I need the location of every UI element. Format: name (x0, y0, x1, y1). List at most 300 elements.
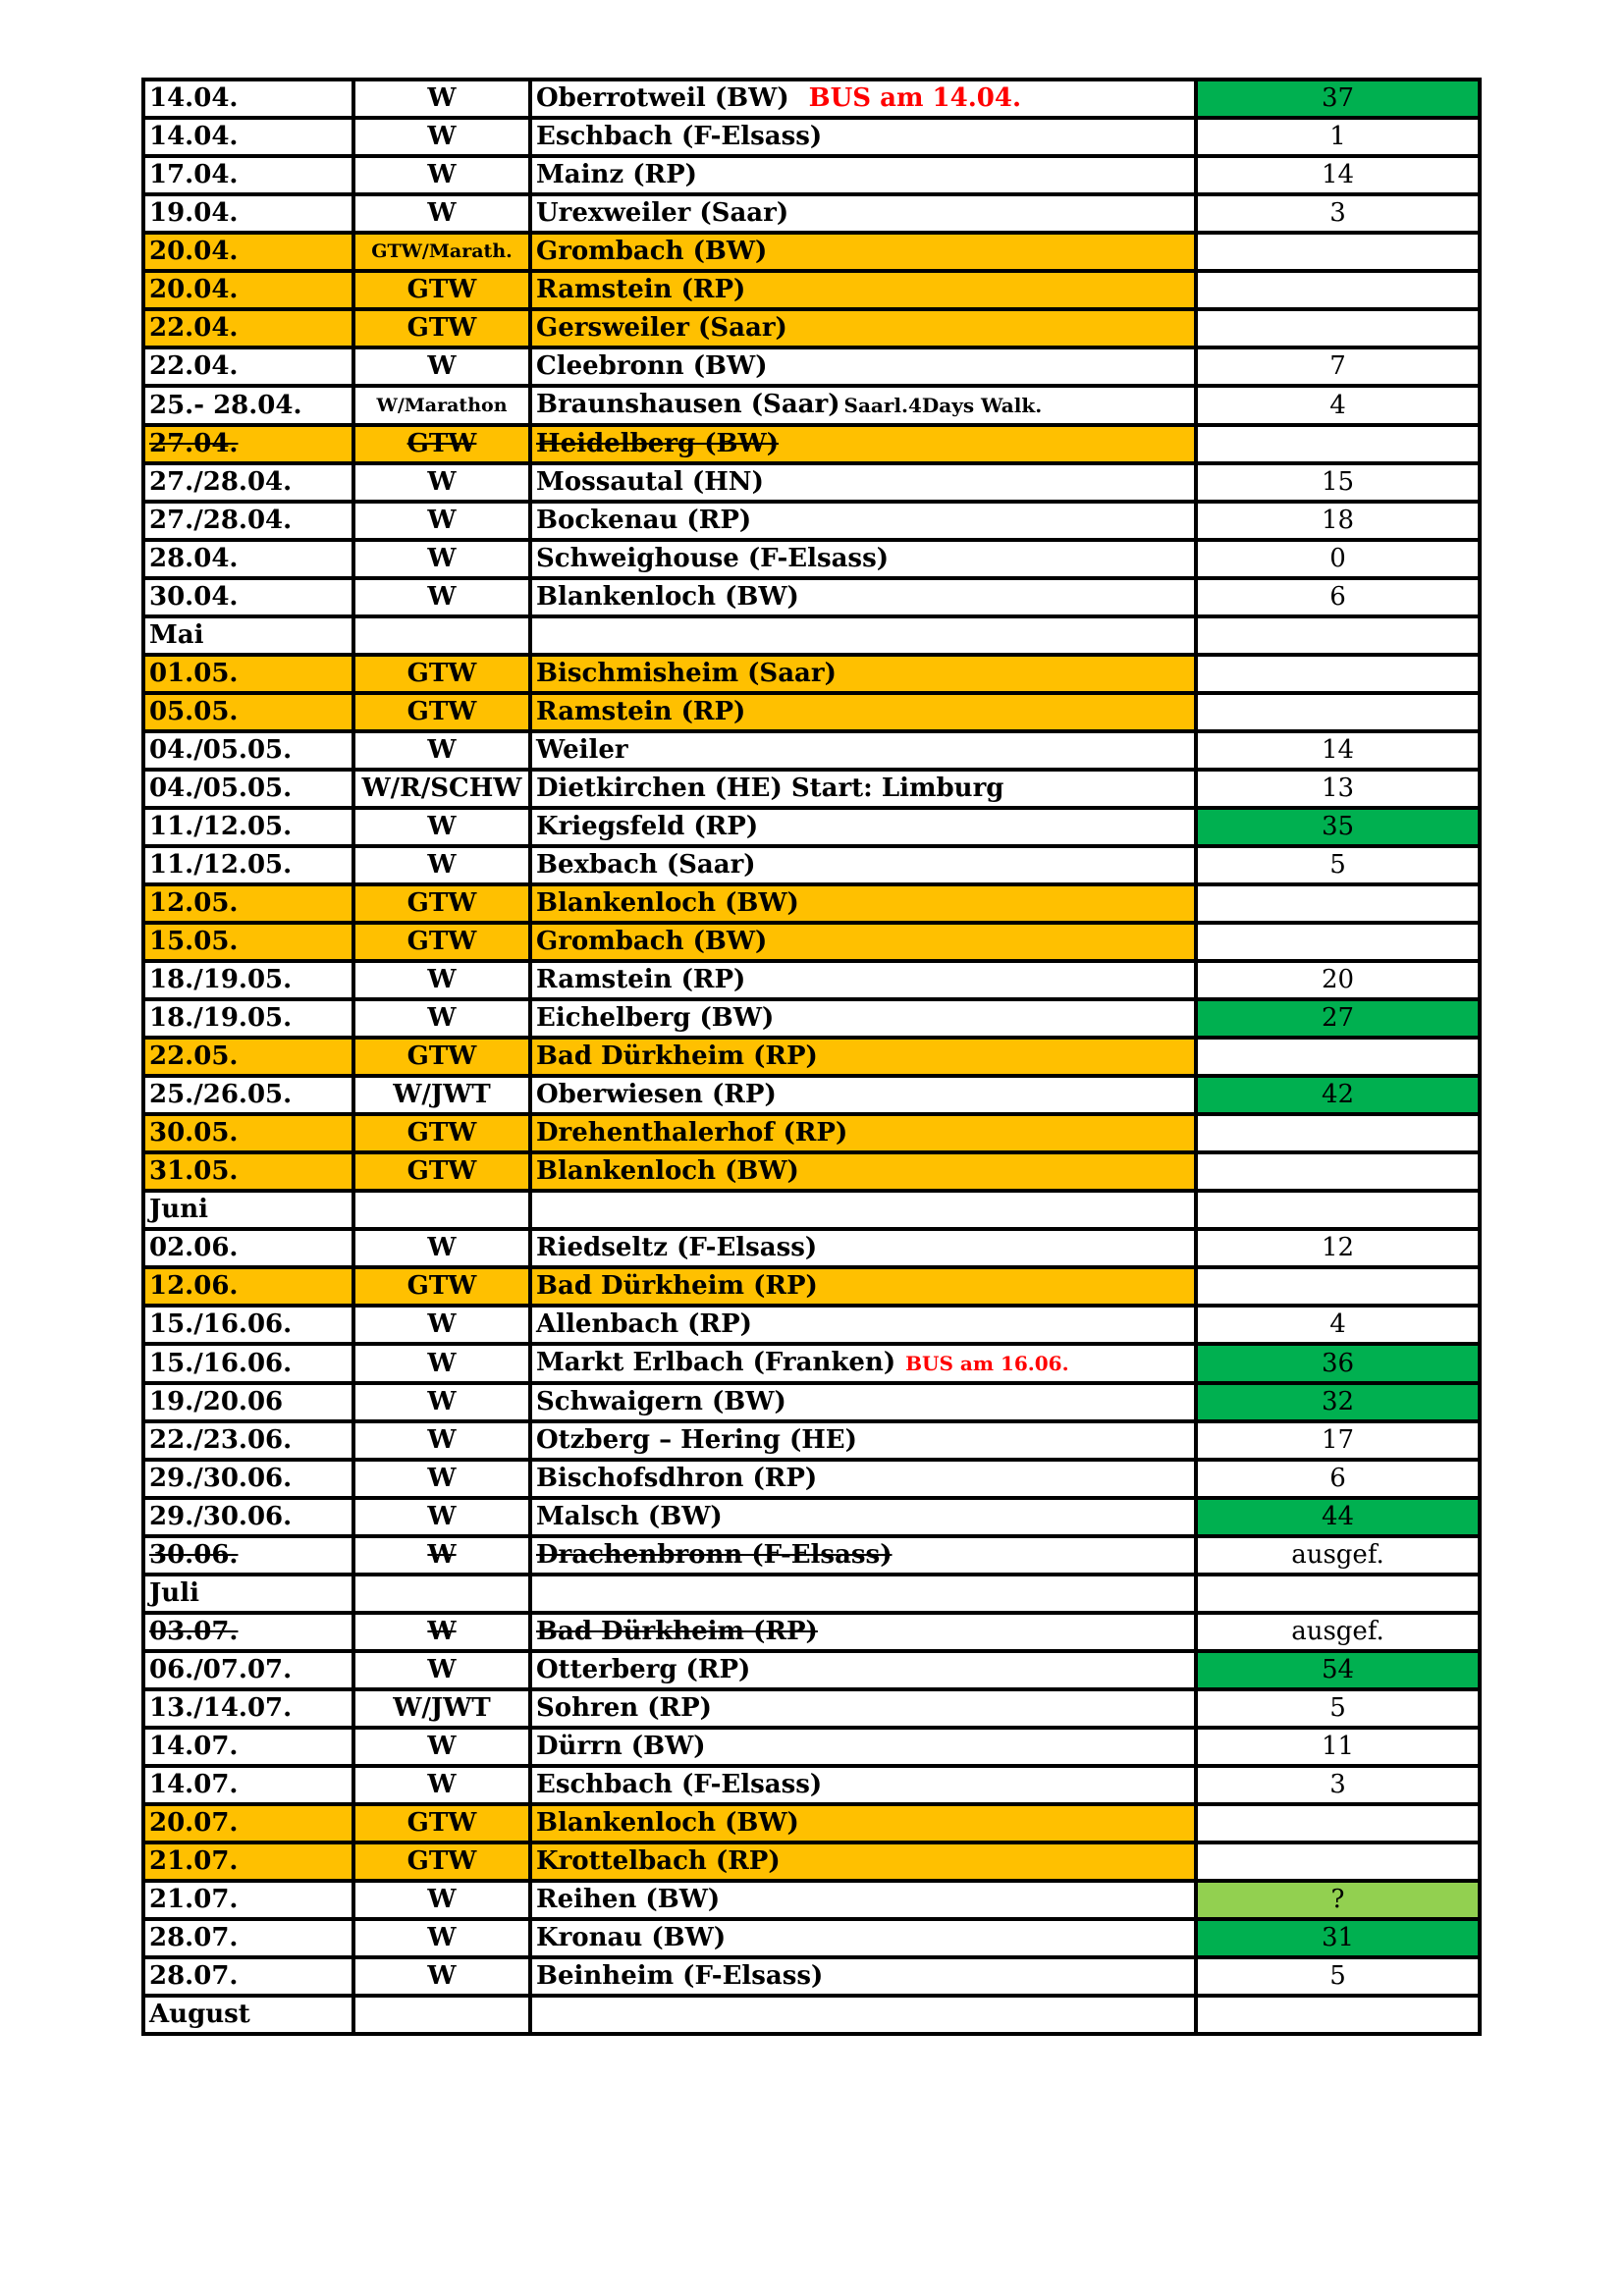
place-cell (530, 999, 1196, 1038)
date-cell: 05.05. (143, 693, 353, 731)
date-cell: August (143, 1996, 353, 2034)
place-name: Eichelberg (BW) (536, 1003, 775, 1033)
count-cell: 3 (1196, 194, 1480, 233)
count-cell: 4 (1196, 386, 1480, 425)
place-name: Kriegsfeld (RP) (536, 812, 759, 841)
place-cell (530, 1076, 1196, 1114)
type-cell: GTW/Marath. (353, 233, 530, 271)
table-row (143, 846, 1480, 884)
place-cell (530, 425, 1196, 463)
date-cell: 28.07. (143, 1919, 353, 1957)
count-cell (1196, 884, 1480, 923)
place-cell (530, 1306, 1196, 1344)
schedule-rows (143, 80, 1480, 2034)
date-cell: 28.07. (143, 1957, 353, 1996)
type-cell: W (353, 1536, 530, 1575)
table-row (143, 425, 1480, 463)
place-cell (530, 80, 1196, 118)
type-cell: W/JWT (353, 1076, 530, 1114)
type-cell: GTW (353, 693, 530, 731)
date-cell: 20.04. (143, 271, 353, 309)
table-row (143, 540, 1480, 578)
count-cell: 1 (1196, 118, 1480, 156)
table-row (143, 1344, 1480, 1383)
table-row (143, 463, 1480, 502)
place-name: Grombach (BW) (536, 927, 768, 956)
date-cell: 18./19.05. (143, 961, 353, 999)
place-cell (530, 693, 1196, 731)
place-name: Markt Erlbach (Franken) (536, 1348, 896, 1377)
table-row (143, 271, 1480, 309)
table-row (143, 1152, 1480, 1191)
type-cell: W (353, 578, 530, 616)
table-row (143, 884, 1480, 923)
place-cell (530, 1536, 1196, 1575)
type-cell: W/JWT (353, 1689, 530, 1728)
place-cell (530, 1842, 1196, 1881)
place-cell (530, 961, 1196, 999)
count-cell: ausgef. (1196, 1613, 1480, 1651)
place-name: Heidelberg (BW) (536, 429, 780, 458)
place-cell (530, 1421, 1196, 1460)
count-cell (1196, 233, 1480, 271)
type-cell: GTW (353, 1114, 530, 1152)
type-cell: W (353, 194, 530, 233)
type-cell: GTW (353, 655, 530, 693)
type-cell: W (353, 1306, 530, 1344)
place-name: Reihen (BW) (536, 1885, 721, 1914)
date-cell: 30.06. (143, 1536, 353, 1575)
type-cell: W (353, 80, 530, 118)
date-cell: 12.05. (143, 884, 353, 923)
type-cell: W (353, 846, 530, 884)
place-cell (530, 655, 1196, 693)
date-cell: 01.05. (143, 655, 353, 693)
table-row (143, 1460, 1480, 1498)
place-cell (530, 386, 1196, 425)
place-name: Braunshausen (Saar) (536, 390, 840, 419)
date-cell: 18./19.05. (143, 999, 353, 1038)
place-name: Urexweiler (Saar) (536, 198, 789, 228)
table-row (143, 1267, 1480, 1306)
place-cell (530, 1229, 1196, 1267)
place-name: Bad Dürkheim (RP) (536, 1041, 818, 1071)
place-name: Ramstein (RP) (536, 965, 746, 994)
type-cell: W (353, 1957, 530, 1996)
place-name: Weiler (536, 735, 628, 765)
count-cell: 5 (1196, 846, 1480, 884)
place-cell (530, 731, 1196, 770)
place-name: Bad Dürkheim (RP) (536, 1271, 818, 1301)
date-cell: 13./14.07. (143, 1689, 353, 1728)
type-cell: GTW (353, 271, 530, 309)
table-row (143, 1306, 1480, 1344)
place-cell (530, 194, 1196, 233)
place-cell (530, 1383, 1196, 1421)
count-cell: 54 (1196, 1651, 1480, 1689)
count-cell: 6 (1196, 578, 1480, 616)
date-cell: 03.07. (143, 1613, 353, 1651)
table-row (143, 808, 1480, 846)
type-cell: W/R/SCHW (353, 770, 530, 808)
table-row (143, 233, 1480, 271)
table-row (143, 347, 1480, 386)
date-cell: 29./30.06. (143, 1498, 353, 1536)
place-name: Mainz (RP) (536, 160, 697, 189)
place-name: Riedseltz (F-Elsass) (536, 1233, 818, 1262)
count-cell (1196, 1996, 1480, 2034)
date-cell: 30.04. (143, 578, 353, 616)
place-cell (530, 1881, 1196, 1919)
place-cell (530, 1996, 1196, 2034)
date-cell: 17.04. (143, 156, 353, 194)
type-cell: W (353, 1460, 530, 1498)
type-cell: GTW (353, 1842, 530, 1881)
count-cell: ausgef. (1196, 1536, 1480, 1575)
type-cell (353, 616, 530, 655)
count-cell (1196, 1804, 1480, 1842)
date-cell: 04./05.05. (143, 770, 353, 808)
date-cell: 31.05. (143, 1152, 353, 1191)
place-cell (530, 1651, 1196, 1689)
count-cell (1196, 1152, 1480, 1191)
type-cell: W (353, 1344, 530, 1383)
type-cell: GTW (353, 923, 530, 961)
place-name: Mossautal (HN) (536, 467, 764, 497)
place-name: Drehenthalerhof (RP) (536, 1118, 848, 1148)
date-cell: 30.05. (143, 1114, 353, 1152)
table-row (143, 1498, 1480, 1536)
place-name: Bockenau (RP) (536, 506, 752, 535)
table-row (143, 194, 1480, 233)
type-cell: GTW (353, 1038, 530, 1076)
type-cell: GTW (353, 884, 530, 923)
date-cell: 21.07. (143, 1881, 353, 1919)
date-cell: 04./05.05. (143, 731, 353, 770)
place-name: Allenbach (RP) (536, 1309, 752, 1339)
count-cell (1196, 1842, 1480, 1881)
count-cell (1196, 271, 1480, 309)
place-name: Drachenbronn (F-Elsass) (536, 1540, 893, 1570)
date-cell: 12.06. (143, 1267, 353, 1306)
count-cell (1196, 1575, 1480, 1613)
date-cell: 25./26.05. (143, 1076, 353, 1114)
type-cell: W (353, 1383, 530, 1421)
table-row (143, 1996, 1480, 2034)
place-cell (530, 1728, 1196, 1766)
table-row (143, 616, 1480, 655)
count-cell: 18 (1196, 502, 1480, 540)
table-row (143, 1881, 1480, 1919)
place-cell (530, 1038, 1196, 1076)
type-cell (353, 1191, 530, 1229)
date-cell: 27./28.04. (143, 502, 353, 540)
count-cell (1196, 923, 1480, 961)
bus-note: BUS am 14.04. (808, 83, 1021, 113)
count-cell: 36 (1196, 1344, 1480, 1383)
table-row (143, 156, 1480, 194)
place-name: Schwaigern (BW) (536, 1387, 786, 1416)
table-row (143, 1957, 1480, 1996)
place-cell (530, 578, 1196, 616)
place-name: Otterberg (RP) (536, 1655, 751, 1684)
place-name: Krottelbach (RP) (536, 1846, 781, 1876)
type-cell: W (353, 1651, 530, 1689)
date-cell: 22.04. (143, 347, 353, 386)
type-cell: W (353, 1728, 530, 1766)
table-row (143, 1575, 1480, 1613)
place-cell (530, 156, 1196, 194)
date-cell: 14.07. (143, 1728, 353, 1766)
table-row (143, 1689, 1480, 1728)
table-row (143, 999, 1480, 1038)
place-cell (530, 1344, 1196, 1383)
place-name: Dietkirchen (HE) Start: Limburg (536, 774, 1004, 803)
table-row (143, 1919, 1480, 1957)
date-cell: 15./16.06. (143, 1306, 353, 1344)
count-cell: 12 (1196, 1229, 1480, 1267)
type-cell: W (353, 731, 530, 770)
place-cell (530, 309, 1196, 347)
count-cell (1196, 1038, 1480, 1076)
table-row (143, 118, 1480, 156)
place-cell (530, 463, 1196, 502)
table-row (143, 655, 1480, 693)
type-cell: GTW (353, 1152, 530, 1191)
table-row (143, 1728, 1480, 1766)
place-cell (530, 1267, 1196, 1306)
place-name: Kronau (BW) (536, 1923, 727, 1952)
count-cell: 14 (1196, 731, 1480, 770)
count-cell (1196, 425, 1480, 463)
table-row (143, 1229, 1480, 1267)
table-row (143, 770, 1480, 808)
type-cell: W (353, 1881, 530, 1919)
date-cell: Juli (143, 1575, 353, 1613)
date-cell: 19.04. (143, 194, 353, 233)
table-row (143, 80, 1480, 118)
table-row (143, 693, 1480, 731)
place-cell (530, 1460, 1196, 1498)
type-cell: W (353, 1613, 530, 1651)
type-cell: W (353, 156, 530, 194)
count-cell (1196, 309, 1480, 347)
count-cell: 3 (1196, 1766, 1480, 1804)
count-cell: 17 (1196, 1421, 1480, 1460)
type-cell: W (353, 463, 530, 502)
date-cell: 14.07. (143, 1766, 353, 1804)
place-name: Sohren (RP) (536, 1693, 712, 1723)
type-cell: W (353, 999, 530, 1038)
place-name: Blankenloch (BW) (536, 888, 799, 918)
place-cell (530, 1114, 1196, 1152)
table-row (143, 578, 1480, 616)
place-cell (530, 1766, 1196, 1804)
type-cell: W (353, 540, 530, 578)
table-row (143, 1383, 1480, 1421)
place-cell (530, 846, 1196, 884)
count-cell: 31 (1196, 1919, 1480, 1957)
place-cell (530, 1804, 1196, 1842)
type-cell: GTW (353, 425, 530, 463)
count-cell: 0 (1196, 540, 1480, 578)
count-cell: 4 (1196, 1306, 1480, 1344)
place-cell (530, 884, 1196, 923)
table-row (143, 1766, 1480, 1804)
place-name: Bischmisheim (Saar) (536, 659, 837, 688)
place-name: Bad Dürkheim (RP) (536, 1617, 818, 1646)
place-name: Eschbach (F-Elsass) (536, 1770, 823, 1799)
table-row (143, 1114, 1480, 1152)
type-cell (353, 1575, 530, 1613)
bus-note: BUS am 16.06. (905, 1352, 1069, 1375)
date-cell: 27./28.04. (143, 463, 353, 502)
type-cell: W (353, 1766, 530, 1804)
place-cell (530, 1613, 1196, 1651)
table-row (143, 1842, 1480, 1881)
type-cell: GTW (353, 309, 530, 347)
date-cell: 11./12.05. (143, 808, 353, 846)
date-cell: 20.04. (143, 233, 353, 271)
place-name: Beinheim (F-Elsass) (536, 1961, 824, 1991)
count-cell: 14 (1196, 156, 1480, 194)
event-extra-label: Saarl.4Days Walk. (843, 394, 1043, 417)
table-row (143, 1651, 1480, 1689)
place-name: Schweighouse (F-Elsass) (536, 544, 890, 573)
place-name: Blankenloch (BW) (536, 1156, 799, 1186)
count-cell: 11 (1196, 1728, 1480, 1766)
date-cell: 28.04. (143, 540, 353, 578)
date-cell: 20.07. (143, 1804, 353, 1842)
date-cell: 27.04. (143, 425, 353, 463)
place-cell (530, 271, 1196, 309)
place-cell (530, 1191, 1196, 1229)
count-cell (1196, 1114, 1480, 1152)
table-row (143, 1613, 1480, 1651)
count-cell: 20 (1196, 961, 1480, 999)
place-name: Ramstein (RP) (536, 275, 746, 304)
place-cell (530, 1689, 1196, 1728)
date-cell: 11./12.05. (143, 846, 353, 884)
place-name: Otzberg – Hering (HE) (536, 1425, 857, 1455)
date-cell: 29./30.06. (143, 1460, 353, 1498)
date-cell: Mai (143, 616, 353, 655)
date-cell: 25.- 28.04. (143, 386, 353, 425)
table-row (143, 386, 1480, 425)
place-cell (530, 233, 1196, 271)
type-cell: GTW (353, 1804, 530, 1842)
place-name: Bexbach (Saar) (536, 850, 756, 880)
date-cell: 15.05. (143, 923, 353, 961)
type-cell: W/Marathon (353, 386, 530, 425)
place-name: Oberrotweil (BW) (536, 83, 789, 113)
table-row (143, 1038, 1480, 1076)
count-cell: ? (1196, 1881, 1480, 1919)
place-name: Blankenloch (BW) (536, 1808, 799, 1838)
count-cell: 27 (1196, 999, 1480, 1038)
date-cell: 15./16.06. (143, 1344, 353, 1383)
table-row (143, 731, 1480, 770)
type-cell: GTW (353, 1267, 530, 1306)
place-cell (530, 1498, 1196, 1536)
date-cell: 22./23.06. (143, 1421, 353, 1460)
date-cell: 22.04. (143, 309, 353, 347)
count-cell (1196, 1191, 1480, 1229)
table-row (143, 1076, 1480, 1114)
type-cell: W (353, 1229, 530, 1267)
place-name: Ramstein (RP) (536, 697, 746, 726)
place-name: Oberwiesen (RP) (536, 1080, 777, 1109)
date-cell: 14.04. (143, 80, 353, 118)
count-cell: 44 (1196, 1498, 1480, 1536)
type-cell: W (353, 1421, 530, 1460)
count-cell: 5 (1196, 1689, 1480, 1728)
count-cell: 7 (1196, 347, 1480, 386)
count-cell: 42 (1196, 1076, 1480, 1114)
place-cell (530, 808, 1196, 846)
type-cell: W (353, 1498, 530, 1536)
count-cell: 6 (1196, 1460, 1480, 1498)
type-cell: W (353, 347, 530, 386)
table-row (143, 923, 1480, 961)
place-cell (530, 770, 1196, 808)
date-cell: 02.06. (143, 1229, 353, 1267)
table-row (143, 502, 1480, 540)
place-cell (530, 502, 1196, 540)
place-cell (530, 540, 1196, 578)
count-cell (1196, 1267, 1480, 1306)
date-cell: Juni (143, 1191, 353, 1229)
type-cell: W (353, 502, 530, 540)
place-cell (530, 1919, 1196, 1957)
count-cell: 5 (1196, 1957, 1480, 1996)
table-row (143, 1421, 1480, 1460)
count-cell: 13 (1196, 770, 1480, 808)
count-cell: 15 (1196, 463, 1480, 502)
table-row (143, 1536, 1480, 1575)
place-name: Dürrn (BW) (536, 1732, 706, 1761)
type-cell: W (353, 961, 530, 999)
type-cell: W (353, 808, 530, 846)
place-name: Blankenloch (BW) (536, 582, 799, 612)
count-cell (1196, 693, 1480, 731)
table-row (143, 961, 1480, 999)
date-cell: 21.07. (143, 1842, 353, 1881)
table-row (143, 309, 1480, 347)
date-cell: 22.05. (143, 1038, 353, 1076)
place-name: Eschbach (F-Elsass) (536, 122, 823, 151)
count-cell: 32 (1196, 1383, 1480, 1421)
type-cell (353, 1996, 530, 2034)
table-row (143, 1804, 1480, 1842)
place-name: Bischofsdhron (RP) (536, 1464, 818, 1493)
place-cell (530, 347, 1196, 386)
count-cell (1196, 616, 1480, 655)
place-cell (530, 1575, 1196, 1613)
type-cell: W (353, 1919, 530, 1957)
count-cell: 35 (1196, 808, 1480, 846)
place-cell (530, 1957, 1196, 1996)
place-cell (530, 1152, 1196, 1191)
date-cell: 14.04. (143, 118, 353, 156)
place-cell (530, 118, 1196, 156)
place-name: Cleebronn (BW) (536, 351, 768, 381)
count-cell: 37 (1196, 80, 1480, 118)
type-cell: W (353, 118, 530, 156)
event-schedule-table (141, 78, 1482, 2036)
count-cell (1196, 655, 1480, 693)
table-row (143, 1191, 1480, 1229)
